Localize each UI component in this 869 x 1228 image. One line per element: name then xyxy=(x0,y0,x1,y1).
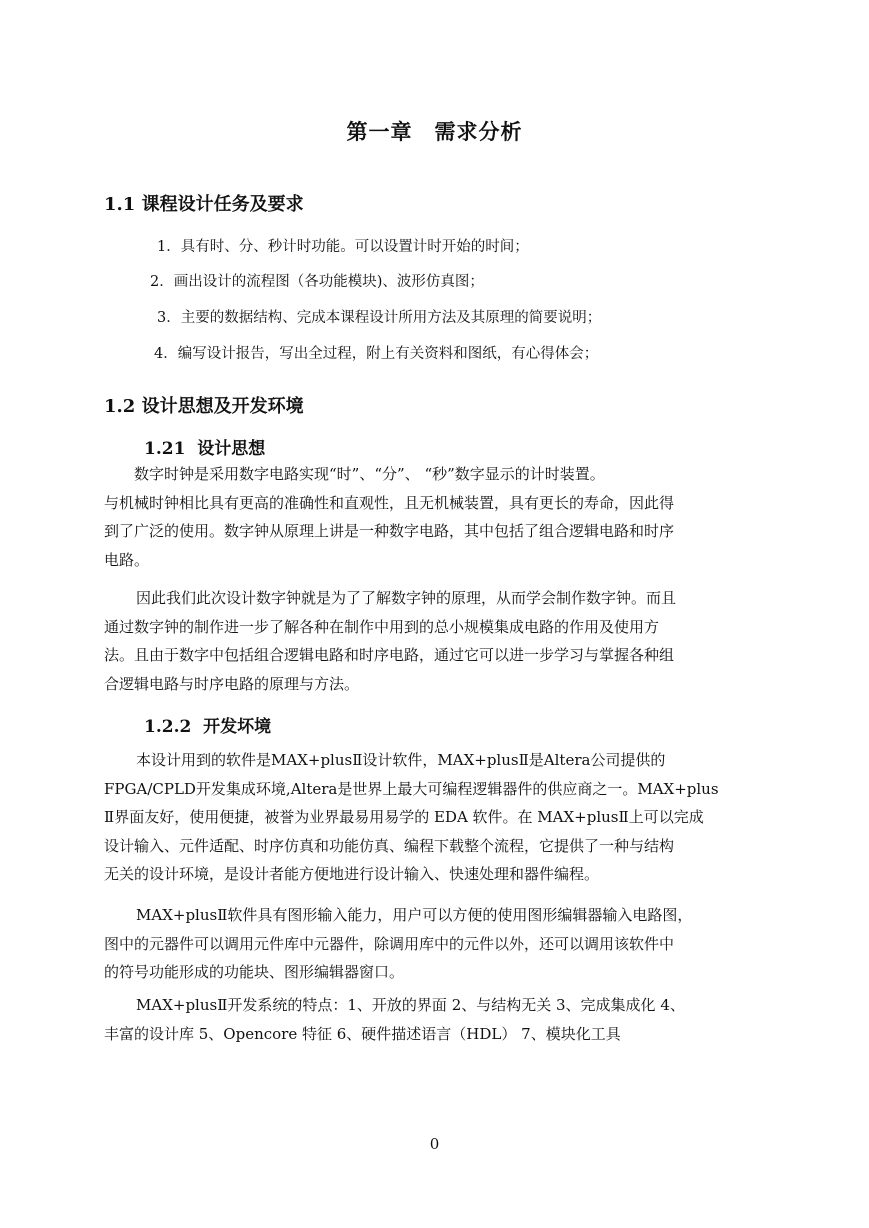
requirement-item-2: 2．画出设计的流程图（各功能模块)、波形仿真图； xyxy=(150,274,484,290)
text-line: 合逻辑电路与时序电路的原理与方法。 xyxy=(104,674,360,693)
text-line: 与机械时钟相比具有更高的准确性和直观性，且无机械装置，具有更长的寿命，因此得 xyxy=(104,493,675,512)
text-line: 丰富的设计库 5、Opencore 特征 6、硬件描述语言（HDL） 7、模块化工具 xyxy=(104,1024,621,1043)
section-heading-1-2: 1.2 设计思想及开发环境 xyxy=(104,396,304,417)
subsection-heading-design-idea: 1.21 设计思想 xyxy=(144,439,266,459)
subsection-heading-dev-environment: 1.2.2 开发坏境 xyxy=(144,717,272,737)
paragraph-design-idea-1 xyxy=(104,460,770,574)
page-number: 0 xyxy=(429,1135,440,1153)
section-heading-1-1: 1.1 课程设计任务及要求 xyxy=(104,194,304,215)
requirement-item-3: 3．主要的数据结构、完成本课程设计所用方法及其原理的简要说明； xyxy=(157,310,602,326)
text-line: 无关的设计环境，是设计者能方便地进行设计输入、快速处理和器件编程。 xyxy=(104,865,600,883)
text-line: 通过数字钟的制作进一步了解各种在制作中用到的总小规模集成电路的作用及使用方 xyxy=(104,617,660,636)
requirement-item-1: 1．具有时、分、秒计时功能。可以设置计时开始的时间； xyxy=(157,239,529,255)
text-line: 的符号功能形成的功能块、图形编辑器窗口。 xyxy=(104,963,405,981)
requirement-item-4: 4．编写设计报告，写出全过程，附上有关资料和图纸，有心得体会； xyxy=(154,346,599,362)
text-line: 电路。 xyxy=(104,550,150,569)
paragraph-dev-environment-1 xyxy=(104,746,770,889)
paragraph-dev-environment-2 xyxy=(104,901,770,987)
text-line: FPGA/CPLD开发集成环境,Altera是世界上最大可编程逻辑器件的供应商之一。MAX+plus xyxy=(104,779,719,798)
text-line: 图中的元器件可以调用元件库中元器件，除调用库中的元件以外，还可以调用该软件中 xyxy=(104,934,675,953)
text-line: 本设计用到的软件是MAX+plusⅡ设计软件，MAX+plusⅡ是Altera公司提供的 xyxy=(136,751,666,769)
text-line: 法。且由于数字中包括组合逻辑电路和时序电路，通过它可以进一步学习与掌握各种组 xyxy=(104,646,675,664)
paragraph-design-idea-2 xyxy=(104,584,770,698)
text-line: 因此我们此次设计数字钟就是为了了解数字钟的原理，从而学会制作数字钟。而且 xyxy=(136,589,677,607)
text-line: Ⅱ界面友好，使用便捷，被誉为业界最易用易学的 EDA 软件。在 MAX+plusⅡ上可以完成 xyxy=(104,808,704,826)
text-line: MAX+plusⅡ开发系统的特点：1、开放的界面 2、与结构无关 3、完成集成化 4、 xyxy=(136,996,685,1014)
text-line: 数字时钟是采用数字电路实现“时”、“分”、 “秒”数字显示的计时装置。 xyxy=(104,465,605,483)
text-line: MAX+plusⅡ软件具有图形输入能力，用户可以方便的使用图形编辑器输入电路图， xyxy=(136,906,693,924)
chapter-title: 第一章 需求分析 xyxy=(346,119,523,144)
paragraph-dev-environment-3 xyxy=(104,991,770,1048)
text-line: 设计输入、元件适配、时序仿真和功能仿真、编程下载整个流程，它提供了一种与结构 xyxy=(104,836,675,855)
text-line: 到了广泛的使用。数字钟从原理上讲是一种数字电路，其中包括了组合逻辑电路和时序 xyxy=(104,522,675,540)
